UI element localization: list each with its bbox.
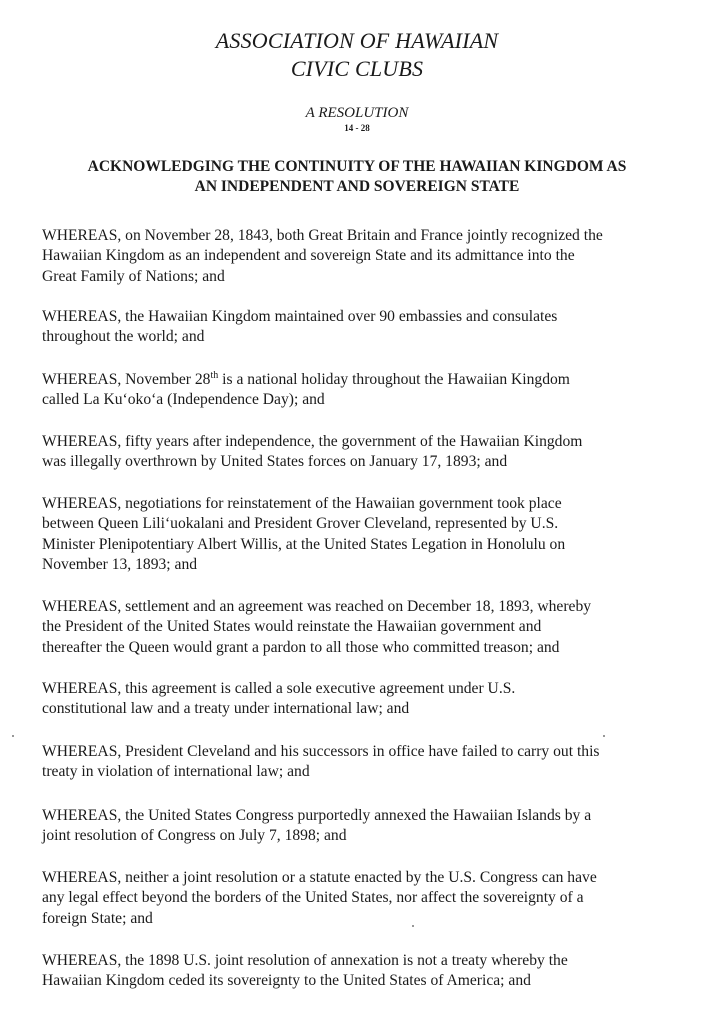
clause-line: WHEREAS, fifty years after independence, the government of the Hawaiian Kingdom (42, 433, 583, 450)
clause-line: Great Family of Nations; and (42, 267, 225, 285)
ordinal-suffix: th (210, 370, 219, 381)
whereas-clause-4 (42, 432, 682, 473)
clause-line: joint resolution of Congress on July 7, 1898; and (42, 827, 347, 845)
clause-line: thereafter the Queen would grant a pardon to all those who committed treason; and (42, 638, 560, 656)
whereas-clause-7 (42, 679, 682, 720)
clause-line: WHEREAS, the 1898 U.S. joint resolution of annexation is not a treaty whereby the (42, 952, 568, 969)
scan-speck (412, 925, 414, 927)
whereas-clause-5 (42, 494, 682, 575)
whereas-clause-8 (42, 742, 682, 783)
whereas-clause-3 (42, 370, 682, 411)
clause-line: WHEREAS, the United States Congress purportedly annexed the Hawaiian Islands by a (42, 807, 592, 824)
whereas-clause-9 (42, 806, 682, 847)
clause-text: is a national holiday throughout the Hawaiian Kingdom (218, 371, 570, 388)
whereas-clause-2 (42, 307, 682, 348)
clause-line: Minister Plenipotentiary Albert Willis, at the United States Legation in Honolulu on (42, 535, 566, 553)
clause-line: November 13, 1893; and (42, 555, 198, 573)
organization-name-line-1: ASSOCIATION OF HAWAIIAN (215, 28, 499, 53)
clause-line: WHEREAS, on November 28, 1843, both Great Britain and France jointly recognized the (42, 227, 603, 244)
clause-line: Hawaiian Kingdom ceded its sovereignty to the United States of America; and (42, 972, 531, 990)
clause-line: called La Kuʻokoʻa (Independence Day); and (42, 391, 325, 409)
clause-line: WHEREAS, this agreement is called a sole executive agreement under U.S. (42, 680, 516, 697)
clause-line (42, 370, 682, 390)
whereas-clause-6 (42, 597, 682, 658)
clause-text: WHEREAS, November 28 (42, 371, 211, 388)
clause-line: WHEREAS, neither a joint resolution or a statute enacted by the U.S. Congress can have (42, 869, 597, 886)
whereas-clause-1 (42, 226, 682, 287)
clause-line: WHEREAS, the Hawaiian Kingdom maintained over 90 embassies and consulates (42, 308, 558, 325)
clause-line: throughout the world; and (42, 328, 205, 346)
resolution-title-line-1: ACKNOWLEDGING THE CONTINUITY OF THE HAWAIIAN KINGDOM AS (87, 158, 627, 175)
clause-line: treaty in violation of international law; and (42, 763, 310, 781)
whereas-clause-10 (42, 868, 682, 929)
clause-line: any legal effect beyond the borders of the United States, nor affect the sovereignty of a (42, 889, 584, 907)
clause-line: Hawaiian Kingdom as an independent and sovereign State and its admittance into the (42, 247, 575, 265)
clause-line: was illegally overthrown by United States forces on January 17, 1893; and (42, 453, 508, 471)
resolution-label: A RESOLUTION (305, 105, 409, 121)
scan-speck (603, 735, 605, 737)
clause-line: WHEREAS, settlement and an agreement was reached on December 18, 1893, whereby (42, 598, 592, 615)
scan-speck (12, 735, 14, 737)
clause-line: between Queen Liliʻuokalani and President Grover Cleveland, represented by U.S. (42, 515, 559, 533)
whereas-clause-11 (42, 951, 682, 992)
organization-name-line-2: CIVIC CLUBS (290, 56, 424, 81)
resolution-number: 14 - 28 (344, 123, 370, 133)
clause-line: foreign State; and (42, 909, 153, 927)
clause-line: the President of the United States would reinstate the Hawaiian government and (42, 618, 542, 636)
clause-line: constitutional law and a treaty under international law; and (42, 700, 410, 718)
resolution-title-line-2: AN INDEPENDENT AND SOVEREIGN STATE (194, 178, 520, 195)
clause-line: WHEREAS, negotiations for reinstatement of the Hawaiian government took place (42, 495, 562, 512)
clause-line: WHEREAS, President Cleveland and his successors in office have failed to carry out this (42, 743, 600, 760)
